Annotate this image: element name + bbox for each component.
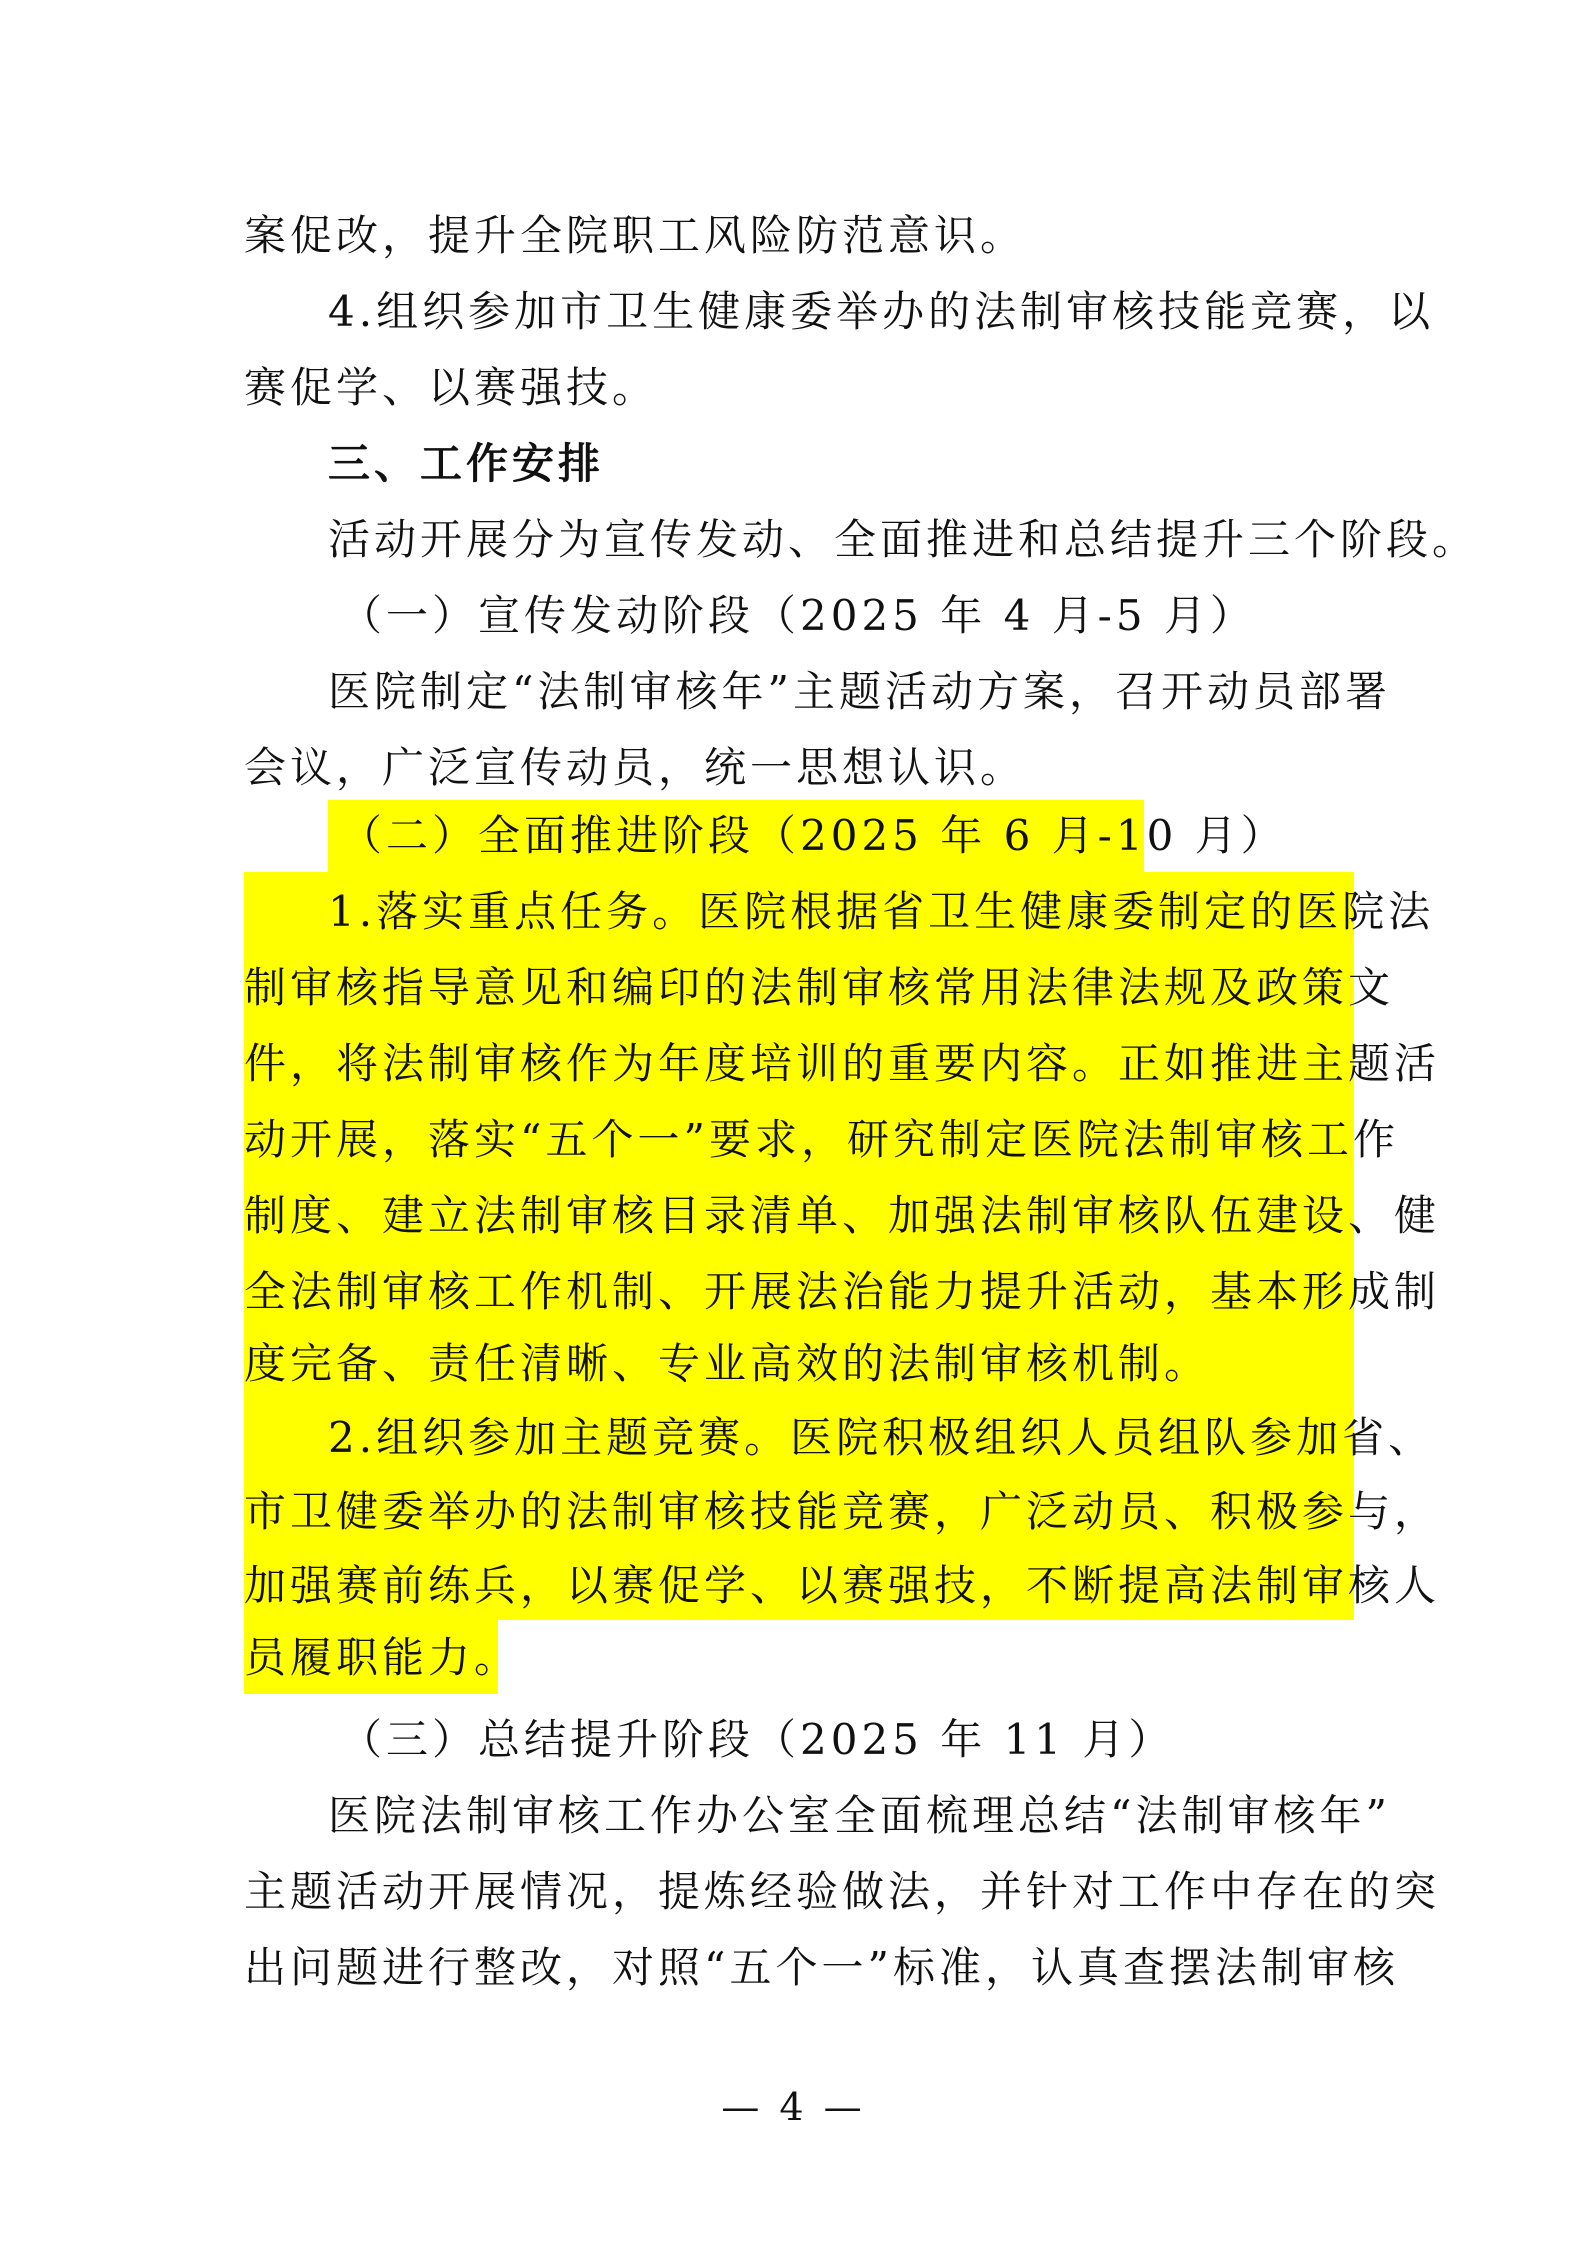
text-line: 度完备、责任清晰、专业高效的法制审核机制。 — [244, 1339, 1211, 1388]
text-line: 员履职能力。 — [244, 1633, 521, 1682]
text-line: 加强赛前练兵，以赛促学、以赛强技，不断提高法制审核人 — [244, 1561, 1441, 1610]
text-line: 活动开展分为宣传发动、全面推进和总结提升三个阶段。 — [328, 515, 1479, 564]
page-number: — 4 — — [721, 2085, 866, 2129]
text-line: 主题活动开展情况，提炼经验做法，并针对工作中存在的突 — [244, 1867, 1441, 1916]
text-line: 2.组织参加主题竞赛。医院积极组织人员组队参加省、 — [328, 1413, 1435, 1462]
text-line: 案促改，提升全院职工风险防范意识。 — [244, 211, 1027, 260]
text-line: 制审核指导意见和编印的法制审核常用法律法规及政策文 — [244, 963, 1395, 1012]
text-line: 市卫健委举办的法制审核技能竞赛，广泛动员、积极参与， — [244, 1487, 1441, 1536]
subsection-heading: （一）宣传发动阶段（2025 年 4 月-5 月） — [340, 591, 1256, 640]
text-line: 制度、建立法制审核目录清单、加强法制审核队伍建设、健 — [244, 1191, 1441, 1240]
subsection-heading: （二）全面推进阶段（2025 年 6 月-10 月） — [340, 811, 1287, 860]
text-line: 医院制定“法制审核年”主题活动方案，召开动员部署 — [328, 667, 1391, 716]
text-line: 医院法制审核工作办公室全面梳理总结“法制审核年” — [328, 1791, 1391, 1840]
text-line: 出问题进行整改，对照“五个一”标准，认真查摆法制审核 — [244, 1943, 1399, 1992]
subsection-heading: （三）总结提升阶段（2025 年 11 月） — [340, 1715, 1175, 1764]
text-line: 动开展，落实“五个一”要求，研究制定医院法制审核工作 — [244, 1115, 1399, 1164]
text-line: 赛促学、以赛强技。 — [244, 363, 659, 412]
section-heading: 三、工作安排 — [328, 439, 605, 488]
text-line: 4.组织参加市卫生健康委举办的法制审核技能竞赛，以 — [328, 287, 1435, 336]
text-line: 1.落实重点任务。医院根据省卫生健康委制定的医院法 — [328, 887, 1435, 936]
text-line: 件，将法制审核作为年度培训的重要内容。正如推进主题活 — [244, 1039, 1441, 1088]
text-line: 会议，广泛宣传动员，统一思想认识。 — [244, 743, 1027, 792]
text-line: 全法制审核工作机制、开展法治能力提升活动，基本形成制 — [244, 1267, 1441, 1316]
